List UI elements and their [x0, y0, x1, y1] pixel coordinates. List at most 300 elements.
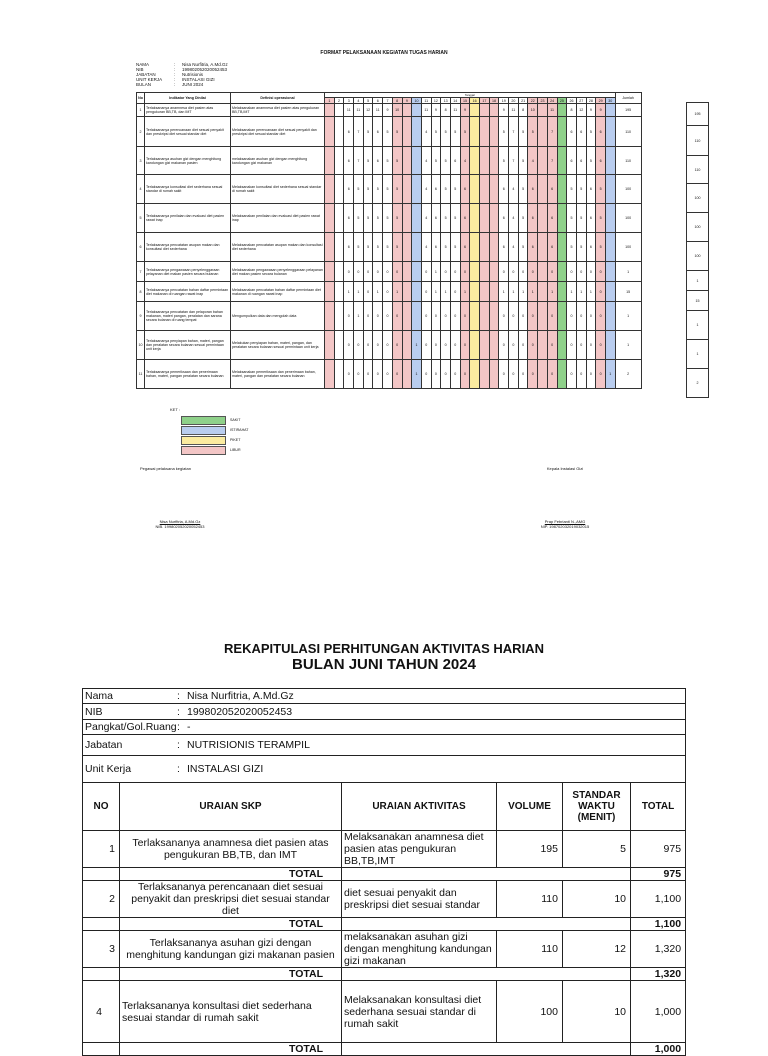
task-day-value: 6 [596, 147, 606, 175]
task-definition: Melaksanakan pencatatan bahan daftar permintaan diet makanan di ruangan rawat inap [231, 282, 325, 302]
task-day-value: 6 [586, 175, 596, 204]
task-day-value: 0 [354, 262, 364, 282]
recap-total-row [83, 1043, 686, 1056]
task-day-value [402, 233, 412, 262]
task-day-value: 8 [518, 104, 528, 117]
task-definition: Melakukan penyiapan bahan, materi, pangan, dan peralatan secara bulanan sesuai permintaan unit kerja [231, 331, 325, 360]
task-day-value [402, 360, 412, 389]
task-day-value: 1 [431, 282, 441, 302]
task-day-value: 0 [576, 331, 586, 360]
task-day-value: 5 [354, 204, 364, 233]
recap-standard-time: 12 [563, 931, 631, 968]
task-day-value: 0 [363, 282, 373, 302]
recap-info-colon: : [177, 739, 180, 751]
recap-activity: melaksanakan asuhan gizi dengan menghitung kandungan gizi makanan [342, 931, 497, 968]
task-day-value: 4 [421, 204, 431, 233]
signature-left [130, 519, 230, 529]
task-day-value: 6 [499, 204, 509, 233]
task-day-value [480, 331, 490, 360]
task-day-value: 0 [499, 302, 509, 331]
task-day-value [480, 233, 490, 262]
task-day-value [470, 175, 480, 204]
task-day-value [605, 175, 615, 204]
task-day-value: 5 [363, 117, 373, 147]
info-colon: : [174, 72, 176, 77]
recap-info-key-text: Nama [85, 690, 114, 702]
task-day-value: 0 [450, 262, 460, 282]
recap-info-row [83, 704, 686, 720]
task-row [137, 262, 642, 282]
recap-info-value: - [187, 721, 191, 733]
legend-label: KET : [170, 407, 180, 412]
task-day-value: 5 [567, 175, 577, 204]
task-day-value: 11 [344, 104, 354, 117]
task-day-value [557, 117, 567, 147]
recap-activity: diet sesuai penyakit dan preskripsi diet sesuai standar [342, 881, 497, 918]
recap-info-value: 199802052020052453 [187, 705, 293, 718]
task-day-value [325, 104, 335, 117]
task-day-value: 0 [344, 302, 354, 331]
task-day-value: 0 [509, 360, 519, 389]
task-no: 10 [137, 331, 145, 360]
summary-value: 100 [687, 184, 709, 213]
col-day: 29 [596, 98, 606, 104]
task-day-value: 0 [363, 262, 373, 282]
info-key: UNIT KERJA [136, 77, 163, 82]
task-row [137, 175, 642, 204]
task-day-value [334, 360, 344, 389]
recap-info-value: NUTRISIONIS TERAMPIL [187, 739, 310, 751]
task-day-value [470, 147, 480, 175]
task-day-value: 0 [596, 282, 606, 302]
task-day-value: 0 [596, 360, 606, 389]
recap-standard-time: 10 [563, 881, 631, 918]
task-day-value [334, 175, 344, 204]
col-day: 7 [383, 98, 393, 104]
recap-total-row [83, 968, 686, 981]
recap-col-skp: URAIAN SKP [120, 783, 342, 831]
task-row [137, 147, 642, 175]
task-day-value [538, 331, 548, 360]
task-day-value: 0 [383, 331, 393, 360]
task-day-value: 0 [383, 262, 393, 282]
task-day-value [325, 147, 335, 175]
task-day-value: 6 [547, 233, 557, 262]
task-day-value [557, 360, 567, 389]
recap-total-sum: 1,100 [631, 918, 686, 931]
task-day-value: 0 [392, 262, 402, 282]
task-day-value [480, 175, 490, 204]
task-day-value: 6 [431, 175, 441, 204]
task-day-value: 11 [354, 104, 364, 117]
task-day-value [557, 302, 567, 331]
task-day-value: 0 [431, 360, 441, 389]
task-definition: Melaksanakan pengawasan penyelenggaraan pelayanan diet makan pasien secara bulanan [231, 262, 325, 282]
col-date-group: Tanggal [325, 93, 616, 98]
task-day-value: 5 [518, 233, 528, 262]
task-day-value: 5 [596, 175, 606, 204]
task-day-value: 0 [450, 360, 460, 389]
task-day-value: 4 [528, 147, 538, 175]
task-day-value: 7 [354, 147, 364, 175]
signature-left-id: NIB. 199802052020052453 [155, 524, 205, 529]
task-day-value [334, 104, 344, 117]
task-total: 1 [615, 331, 641, 360]
signature-right-id: NIP. 198702032019032015 [540, 524, 590, 529]
task-day-value [538, 147, 548, 175]
task-day-value [605, 204, 615, 233]
task-day-value [402, 262, 412, 282]
task-no: 9 [137, 302, 145, 331]
task-day-value: 10 [528, 104, 538, 117]
task-day-value: 0 [421, 360, 431, 389]
task-total: 195 [615, 104, 641, 117]
info-row [136, 82, 228, 87]
info-value: JUNI 2024 [182, 82, 204, 87]
task-indicator: Terlaksananya pencatatan asupan makan dan konsultasi diet sederhana [145, 233, 231, 262]
task-day-value: 0 [567, 302, 577, 331]
task-day-value [489, 104, 499, 117]
task-day-value: 1 [412, 331, 422, 360]
task-day-value [325, 175, 335, 204]
task-day-value: 0 [518, 360, 528, 389]
recap-total: 1,000 [631, 981, 686, 1043]
task-day-value: 5 [363, 175, 373, 204]
task-day-value: 1 [460, 282, 470, 302]
task-day-value: 0 [596, 302, 606, 331]
task-day-value [557, 233, 567, 262]
task-day-value [538, 117, 548, 147]
task-day-value [402, 175, 412, 204]
task-day-value: 0 [567, 360, 577, 389]
task-day-value: 1 [528, 282, 538, 302]
summary-value: 2 [687, 369, 709, 398]
task-day-value: 0 [460, 302, 470, 331]
recap-info-key [83, 735, 686, 756]
task-indicator: Terlaksananya asuhan gizi dengan menghitung kandungan gizi makanan pasien [145, 147, 231, 175]
task-day-value [605, 117, 615, 147]
task-day-value: 6 [460, 233, 470, 262]
task-day-value [480, 262, 490, 282]
task-day-value [538, 360, 548, 389]
task-day-value: 4 [421, 175, 431, 204]
task-day-value: 6 [576, 147, 586, 175]
info-key: NAMA [136, 62, 150, 67]
task-day-value: 0 [499, 360, 509, 389]
recap-info-row [83, 756, 686, 783]
recap-no: 4 [83, 981, 120, 1043]
signature-right-caption: Kepala Instalasi Gizi [546, 466, 584, 471]
col-day: 17 [480, 98, 490, 104]
task-day-value: 6 [450, 147, 460, 175]
recap-total-sum: 975 [631, 868, 686, 881]
task-day-value [412, 262, 422, 282]
task-day-value [325, 204, 335, 233]
recap-header-row [83, 783, 686, 831]
task-day-value: 9 [431, 104, 441, 117]
col-day: 15 [460, 98, 470, 104]
task-day-value: 0 [576, 360, 586, 389]
task-day-value: 6 [499, 175, 509, 204]
task-day-value: 4 [421, 147, 431, 175]
task-day-value: 1 [392, 282, 402, 302]
task-day-value: 5 [460, 117, 470, 147]
task-day-value [480, 117, 490, 147]
recap-volume: 110 [497, 931, 563, 968]
task-day-value: 5 [431, 147, 441, 175]
task-definition: Melaksanakan penilaian dan evaluasi diet pasien rawat inap [231, 204, 325, 233]
task-day-value: 0 [421, 331, 431, 360]
task-day-value [557, 104, 567, 117]
task-definition: melaksanakan asuhan gizi dengan menghitung kandungan gizi makanan [231, 147, 325, 175]
task-day-value: 9 [383, 104, 393, 117]
col-day: 3 [344, 98, 354, 104]
col-day: 10 [412, 98, 422, 104]
task-day-value: 5 [373, 175, 383, 204]
task-day-value [557, 262, 567, 282]
task-day-value [402, 117, 412, 147]
task-day-value [557, 204, 567, 233]
col-day: 26 [567, 98, 577, 104]
recap-volume: 110 [497, 881, 563, 918]
task-day-value: 0 [421, 282, 431, 302]
info-key: BULAN [136, 82, 152, 87]
task-day-value [412, 204, 422, 233]
task-total: 110 [615, 117, 641, 147]
info-value: Nutrisionis [182, 72, 204, 77]
recap-table [82, 688, 686, 1056]
task-day-value: 5 [518, 117, 528, 147]
task-day-value [489, 282, 499, 302]
task-day-value: 0 [596, 262, 606, 282]
col-day: 6 [373, 98, 383, 104]
task-day-value: 9 [596, 104, 606, 117]
recap-col-total: TOTAL [631, 783, 686, 831]
task-day-value: 0 [547, 360, 557, 389]
recap-total-label: TOTAL [120, 968, 342, 981]
sheet1-employee-info [136, 62, 228, 87]
recap-volume: 100 [497, 981, 563, 1043]
task-day-value: 4 [421, 117, 431, 147]
task-day-value: 0 [431, 331, 441, 360]
task-day-value: 4 [421, 233, 431, 262]
task-day-value: 6 [567, 147, 577, 175]
recap-total-row [83, 868, 686, 881]
task-total: 15 [615, 282, 641, 302]
task-day-value [325, 262, 335, 282]
task-day-value: 0 [586, 331, 596, 360]
task-day-value: 1 [354, 282, 364, 302]
task-day-value: 0 [528, 360, 538, 389]
legend-swatch [181, 446, 226, 455]
task-day-value: 5 [499, 147, 509, 175]
task-day-value: 0 [344, 331, 354, 360]
recap-no: 2 [83, 881, 120, 918]
task-day-value: 5 [373, 233, 383, 262]
task-day-value: 1 [344, 282, 354, 302]
info-value: 199802052020052453 [182, 67, 228, 72]
task-day-value: 0 [518, 331, 528, 360]
task-day-value: 5 [441, 233, 451, 262]
task-day-value [538, 262, 548, 282]
task-day-value: 5 [441, 147, 451, 175]
task-day-value: 5 [373, 204, 383, 233]
recap-skp: Terlaksananya konsultasi diet sederhana sesuai standar di rumah sakit [120, 981, 342, 1043]
legend-item: ISTIRAHAT [230, 428, 249, 432]
task-day-value: 6 [431, 233, 441, 262]
task-day-value: 5 [392, 204, 402, 233]
task-day-value [402, 147, 412, 175]
task-day-value [538, 175, 548, 204]
task-day-value [334, 147, 344, 175]
task-day-value: 0 [460, 262, 470, 282]
task-day-value: 5 [528, 117, 538, 147]
task-day-value [470, 331, 480, 360]
task-day-value: 5 [392, 175, 402, 204]
task-day-value [538, 302, 548, 331]
task-row [137, 302, 642, 331]
task-day-value: 6 [460, 175, 470, 204]
recap-info-colon: : [177, 763, 180, 775]
task-day-value: 5 [363, 204, 373, 233]
task-day-value [605, 104, 615, 117]
sheet1-title: FORMAT PELAKSANAAN KEGIATAN TUGAS HARIAN [320, 50, 448, 56]
task-day-value [470, 282, 480, 302]
signature-right-name: Prap Febrianti N.,AMG [544, 519, 586, 524]
task-day-value: 10 [392, 104, 402, 117]
task-day-value: 0 [441, 302, 451, 331]
summary-value: 110 [687, 156, 709, 184]
col-day: 8 [392, 98, 402, 104]
task-day-value: 5 [450, 117, 460, 147]
legend-item: SAKIT [230, 418, 241, 422]
col-day: 12 [431, 98, 441, 104]
signature-left-name: Nisa Nurfitria, A.Md.Gz [159, 519, 201, 524]
task-day-value: 0 [518, 262, 528, 282]
legend-swatch [181, 436, 226, 445]
recap-standard-time: 10 [563, 981, 631, 1043]
task-day-value: 0 [392, 302, 402, 331]
task-definition: Melaksanakan pemeriksaan dan penerimaan bahan, materi, pangan dan peralatan secara bulanan [231, 360, 325, 389]
task-day-value [605, 233, 615, 262]
task-day-value: 1 [499, 282, 509, 302]
task-day-value: 6 [586, 204, 596, 233]
recap-total-sum: 1,000 [631, 1043, 686, 1056]
summary-value: 1 [687, 340, 709, 369]
col-day: 19 [499, 98, 509, 104]
task-day-value [325, 331, 335, 360]
task-day-value: 0 [441, 331, 451, 360]
recap-info-value: Nisa Nurfitria, A.Md.Gz [187, 690, 294, 702]
task-day-value [605, 331, 615, 360]
task-day-value [605, 282, 615, 302]
task-day-value [480, 282, 490, 302]
task-day-value: 6 [596, 117, 606, 147]
task-day-value: 6 [460, 204, 470, 233]
task-day-value: 12 [576, 104, 586, 117]
summary-column [686, 102, 709, 398]
task-day-value [538, 104, 548, 117]
task-day-value [470, 302, 480, 331]
task-day-value: 5 [499, 117, 509, 147]
task-day-value: 0 [528, 331, 538, 360]
task-day-value: 4 [509, 233, 519, 262]
task-day-value: 0 [431, 302, 441, 331]
task-day-value: 0 [586, 262, 596, 282]
recap-info-key [83, 704, 686, 720]
task-day-value: 0 [460, 331, 470, 360]
task-day-value [557, 175, 567, 204]
task-day-value: 11 [450, 104, 460, 117]
task-day-value [489, 331, 499, 360]
task-day-value: 11 [373, 104, 383, 117]
recap-total-blank [342, 1043, 631, 1056]
task-day-value: 5 [586, 147, 596, 175]
task-day-value: 5 [363, 147, 373, 175]
task-day-value [605, 147, 615, 175]
task-indicator: Terlaksananya anamnesa diet pasien atas pengukuran BB,TB, dan IMT [145, 104, 231, 117]
task-day-value: 0 [354, 331, 364, 360]
task-day-value: 0 [586, 360, 596, 389]
task-row [137, 233, 642, 262]
recap-info-row [83, 689, 686, 704]
task-day-value [480, 302, 490, 331]
task-day-value: 0 [383, 302, 393, 331]
task-day-value: 5 [383, 147, 393, 175]
task-no: 11 [137, 360, 145, 389]
task-day-value [470, 262, 480, 282]
task-day-value [334, 331, 344, 360]
recap-row [83, 831, 686, 868]
recap-skp: Terlaksananya anamnesa diet pasien atas pengukuran BB,TB, dan IMT [120, 831, 342, 868]
task-day-value: 0 [441, 262, 451, 282]
task-indicator: Terlaksananya pengawasan penyelenggaraan pelayanan diet makan pasien secara bulanan [145, 262, 231, 282]
info-value: Nisa Nurfitria, A.Md.Gz [182, 62, 228, 67]
recap-info-key [83, 756, 686, 783]
recap-standard-time: 5 [563, 831, 631, 868]
col-indicator: Indikator Yang Dinilai [145, 93, 231, 104]
task-day-value [557, 147, 567, 175]
task-definition: Melaksanakan perencanaan diet sesuai penyakit dan preskripsi diet sesuai standar diet [231, 117, 325, 147]
daily-task-table [136, 92, 642, 389]
task-day-value: 1 [431, 262, 441, 282]
col-day: 4 [354, 98, 364, 104]
task-row [137, 360, 642, 389]
task-day-value: 1 [441, 282, 451, 302]
col-day: 14 [450, 98, 460, 104]
task-total: 100 [615, 233, 641, 262]
col-day: 24 [547, 98, 557, 104]
col-day: 1 [325, 98, 335, 104]
task-day-value [402, 302, 412, 331]
col-day: 5 [363, 98, 373, 104]
task-definition: Melaksanakan anamnesa diet pasien atas pengukuran BB,TB,IMT [231, 104, 325, 117]
recap-total-row [83, 918, 686, 931]
task-day-value: 0 [576, 262, 586, 282]
task-day-value: 5 [576, 233, 586, 262]
task-day-value [334, 204, 344, 233]
task-day-value: 11 [547, 104, 557, 117]
task-day-value: 1 [354, 302, 364, 331]
task-day-value [402, 282, 412, 302]
summary-value: 1 [687, 311, 709, 340]
task-no: 5 [137, 204, 145, 233]
task-day-value [470, 204, 480, 233]
task-day-value: 0 [344, 360, 354, 389]
summary-value: 1 [687, 271, 709, 291]
recap-skp: Terlaksananya asuhan gizi dengan menghitung kandungan gizi makanan pasien [120, 931, 342, 968]
task-day-value [489, 360, 499, 389]
